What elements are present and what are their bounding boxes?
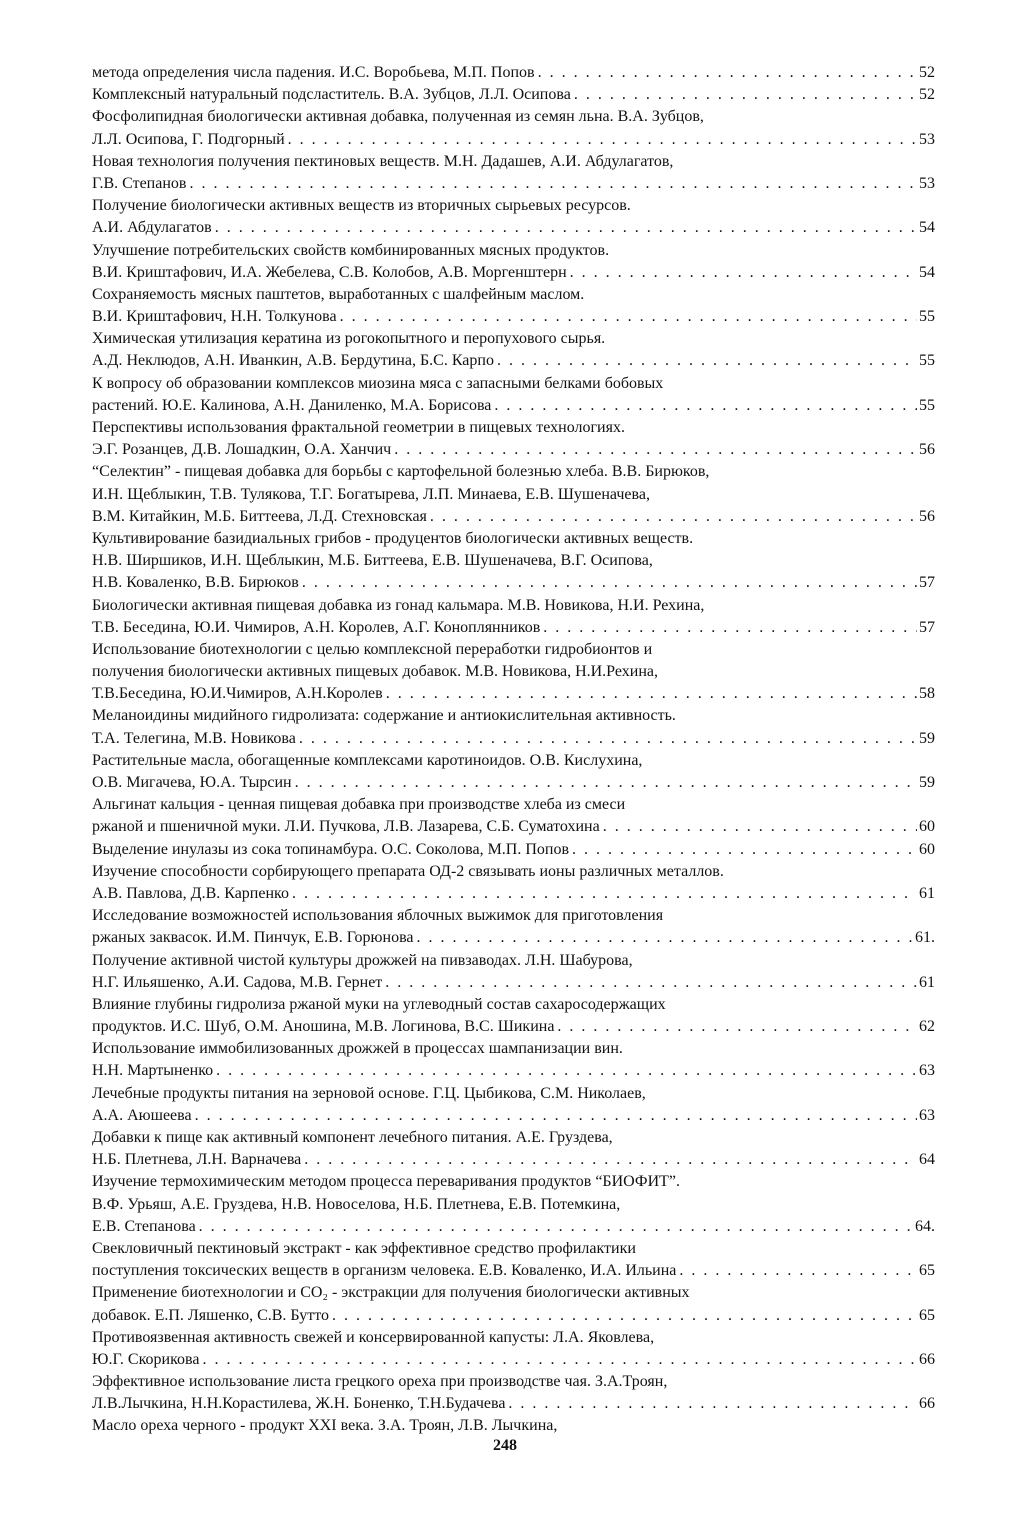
- toc-entry-text: Н.Б. Плетнева, Л.Н. Варначева: [92, 1151, 302, 1169]
- toc-entry-text: В.И. Криштафович, Н.Н. Толкунова: [92, 308, 337, 326]
- toc-entry-text: добавок. Е.П. Ляшенко, С.В. Бутто: [92, 1306, 329, 1324]
- toc-entry-last-line: [92, 617, 935, 639]
- toc-entry-last-line: [92, 816, 935, 838]
- toc-entry-line: Растительные масла, обогащенные комплексами каротиноидов. О.В. Кислухина,: [92, 751, 643, 769]
- toc-entry-last-line: [92, 972, 935, 994]
- dot-leader: [332, 1305, 917, 1327]
- toc-entry: [92, 1127, 935, 1171]
- toc-page-ref: 66: [919, 1350, 935, 1368]
- toc-page-ref: 61: [919, 973, 935, 991]
- toc-entry-line: Применение биотехнологии и CO₂ - экстракции для получения биологически активных: [92, 1284, 690, 1302]
- toc-entry-line: Улучшение потребительских свойств комбинированных мясных продуктов.: [92, 241, 610, 259]
- toc-page-ref: 63: [919, 1106, 935, 1124]
- toc-entry-line: Культивирование базидиальных грибов - продуцентов биологически активных веществ.: [92, 529, 694, 547]
- toc-entry: [92, 528, 935, 595]
- dot-leader: [572, 839, 917, 861]
- toc-entry-line: Использование биотехнологии с целью комплексной переработки гидробионтов и: [92, 640, 653, 658]
- toc-page-ref: 54: [919, 219, 935, 237]
- toc-entry-text: Выделение инулазы из сока топинамбура. О.С. Соколова, М.П. Попов: [92, 840, 570, 858]
- toc-entry: [92, 794, 935, 838]
- toc-entry-last-line: [92, 1216, 935, 1238]
- toc-page-ref: 65: [919, 1306, 935, 1324]
- toc-page-ref: 61.: [915, 929, 935, 947]
- toc-entry-line: Изучение термохимическим методом процесса переваривания продуктов “БИОФИТ”.: [92, 1173, 680, 1191]
- toc-page-ref: 56: [919, 507, 935, 525]
- toc-entry-last-line: [92, 217, 935, 239]
- toc-entry-text: Е.В. Степанова: [92, 1217, 196, 1235]
- toc-page-ref: 53: [919, 130, 935, 148]
- dot-leader: [386, 683, 917, 705]
- toc-entry-line: Н.В. Ширшиков, И.Н. Щеблыкин, М.Б. Биттеева, Е.В. Шушеначева, В.Г. Осипова,: [92, 552, 653, 570]
- toc-entry-line: Добавки к пище как активный компонент лечебного питания. А.Е. Груздева,: [92, 1129, 613, 1146]
- toc-entry: [92, 595, 935, 639]
- dot-leader: [304, 1149, 917, 1171]
- dot-leader: [215, 217, 917, 239]
- toc-entry-text: Комплексный натуральный подсластитель. В.А. Зубцов, Л.Л. Осипова: [92, 86, 571, 104]
- dot-leader: [292, 883, 917, 905]
- toc-entry-last-line: [92, 1305, 935, 1327]
- toc-entry-line: Альгинат кальция - ценная пищевая добавка при производстве хлеба из смеси: [92, 796, 626, 814]
- toc-entry-last-line: [92, 1260, 935, 1282]
- toc-entry-text: метода определения числа падения. И.С. Воробьева, М.П. Попов: [92, 64, 535, 81]
- toc-entry-text: Л.Л. Осипова, Г. Подгорный: [92, 130, 285, 148]
- toc-entry-line: Биологически активная пищевая добавка из гонад кальмара. М.В. Новикова, Н.И. Рехина,: [92, 596, 705, 614]
- toc-trailing-line: Масло ореха черного - продукт XXI века. З.А. Троян, Л.В. Лычкина,: [92, 1417, 558, 1435]
- toc-entry-last-line: [92, 572, 935, 594]
- toc-entry-last-line: [92, 1393, 935, 1415]
- toc-page-ref: 52: [919, 64, 935, 81]
- toc-entry-last-line: [92, 1016, 935, 1038]
- toc-entry-last-line: [92, 173, 935, 195]
- toc-entry: [92, 417, 935, 461]
- toc-entry-text: растений. Ю.Е. Калинова, А.Н. Даниленко, М.А. Борисова: [92, 396, 492, 414]
- toc-entry-text: Н.Г. Ильяшенко, А.И. Садова, М.В. Гернет: [92, 973, 383, 991]
- toc-entry-line: Получение биологически активных веществ из вторичных сырьевых ресурсов.: [92, 197, 631, 215]
- toc-page-ref: 58: [919, 685, 935, 703]
- toc-entry-line: Противоязвенная активность свежей и консервированной капусты: Л.А. Яковлева,: [92, 1328, 655, 1346]
- toc-entry: [92, 106, 935, 150]
- toc-entry-last-line: [92, 728, 935, 750]
- toc-entry-text: А.Д. Неклюдов, А.Н. Иванкин, А.В. Бердутина, Б.С. Карпо: [92, 352, 494, 370]
- toc-entry-text: поступления токсических веществ в организм человека. Е.В. Коваленко, И.А. Ильина: [92, 1262, 677, 1280]
- toc-entry-text: ржаных заквасок. И.М. Пинчук, Е.В. Горюнова: [92, 929, 414, 947]
- toc-entry-text: Г.В. Степанов: [92, 174, 187, 192]
- toc-entry: [92, 328, 935, 372]
- toc-entry-last-line: [92, 1149, 935, 1171]
- dot-leader: [394, 439, 917, 461]
- toc-entry-last-line: [92, 927, 935, 949]
- toc-page-ref: 57: [919, 574, 935, 592]
- toc-entry-last-line: [92, 1060, 935, 1082]
- dot-leader: [430, 506, 917, 528]
- toc-entry-last-line: [92, 506, 935, 528]
- dot-leader: [385, 972, 917, 994]
- toc-entry-text: Н.Н. Мартыненко: [92, 1062, 214, 1080]
- toc-entry-line: Получение активной чистой культуры дрожжей на пивзаводах. Л.Н. Шабурова,: [92, 951, 633, 969]
- toc-entry-last-line: [92, 1349, 935, 1371]
- toc-entry: [92, 861, 935, 905]
- toc-entry-line: Меланоидины мидийного гидролизата: содержание и антиокислительная активность.: [92, 707, 676, 725]
- toc-page-ref: 61: [919, 884, 935, 902]
- toc-entry-last-line: [92, 395, 935, 417]
- dot-leader: [679, 1260, 917, 1282]
- toc-page-ref: 59: [919, 729, 935, 747]
- toc-entry-last-line: [92, 1105, 935, 1127]
- toc-entry: [92, 151, 935, 195]
- toc-entry: [92, 195, 935, 239]
- toc-entry: [92, 1327, 935, 1371]
- toc-entry-line: Исследование возможностей использования яблочных выжимок для приготовления: [92, 907, 664, 925]
- toc-entry-last-line: [92, 683, 935, 705]
- dot-leader: [203, 1349, 918, 1371]
- toc-entry-line: К вопросу об образовании комплексов миозина мяса с запасными белками бобовых: [92, 374, 664, 392]
- toc-page-ref: 55: [919, 308, 935, 326]
- toc-entry-line: Влияние глубины гидролиза ржаной муки на углеводный состав сахаросодержащих: [92, 995, 666, 1013]
- toc-page-ref: 66: [919, 1395, 935, 1413]
- toc-page-ref: 60: [919, 818, 935, 836]
- toc-entry-last-line: [92, 84, 935, 106]
- toc-entry: [92, 284, 935, 328]
- toc-entry-last-line: [92, 129, 935, 151]
- toc-entry: [92, 1238, 935, 1282]
- dot-leader: [199, 1216, 913, 1238]
- toc-entry-line: Фосфолипидная биологически активная добавка, полученная из семян льна. В.А. Зубцов,: [92, 108, 704, 126]
- toc-entry: [92, 705, 935, 749]
- dot-leader: [340, 306, 917, 328]
- toc-entry-text: А.А. Аюшеева: [92, 1106, 192, 1124]
- dot-leader: [295, 772, 917, 794]
- toc-entry-line: Перспективы использования фрактальной геометрии в пищевых технологиях.: [92, 419, 625, 436]
- toc-entry-text: Т.А. Телегина, М.В. Новикова: [92, 729, 296, 747]
- toc-entry: [92, 994, 935, 1038]
- toc-entry-text: Т.В.Беседина, Ю.И.Чимиров, А.Н.Королев: [92, 685, 383, 703]
- toc-entry-text: Ю.Г. Скорикова: [92, 1350, 200, 1368]
- table-of-contents: [92, 62, 935, 1415]
- toc-page-ref: 62: [919, 1018, 935, 1036]
- toc-entry-line: И.Н. Щеблыкин, Т.В. Тулякова, Т.Г. Богатырева, Л.П. Минаева, Е.В. Шушеначева,: [92, 485, 650, 503]
- toc-page: [92, 62, 935, 1438]
- toc-entry-text: Н.В. Коваленко, В.В. Бирюков: [92, 574, 299, 592]
- dot-leader: [508, 1393, 917, 1415]
- toc-entry-text: В.М. Китайкин, М.Б. Биттеева, Л.Д. Стехновская: [92, 507, 427, 525]
- toc-page-ref: 63: [919, 1062, 935, 1080]
- toc-entry: [92, 373, 935, 417]
- toc-entry-line: Лечебные продукты питания на зерновой основе. Г.Ц. Цыбикова, С.М. Николаев,: [92, 1084, 646, 1102]
- toc-entry-last-line: [92, 839, 935, 861]
- toc-entry: [92, 639, 935, 706]
- toc-entry-line: Химическая утилизация кератина из рогокопытного и перопухового сырья.: [92, 330, 606, 348]
- toc-entry-line: Эффективное использование листа грецкого ореха при производстве чая. З.А.Троян,: [92, 1373, 668, 1391]
- toc-page-ref: 65: [919, 1262, 935, 1280]
- toc-page-ref: 55: [919, 352, 935, 370]
- toc-entry-line: Изучение способности сорбирующего препарата ОД-2 связывать ионы различных металлов.: [92, 862, 724, 880]
- dot-leader: [189, 173, 917, 195]
- toc-entry-last-line: [92, 262, 935, 284]
- toc-entry-text: А.В. Павлова, Д.В. Карпенко: [92, 884, 289, 902]
- dot-leader: [574, 84, 917, 106]
- toc-entry: [92, 1038, 935, 1082]
- toc-page-ref: 64: [919, 1151, 935, 1169]
- toc-page-ref: 59: [919, 774, 935, 791]
- toc-page-ref: 60: [919, 840, 935, 858]
- toc-entry-line: Сохраняемость мясных паштетов, выработанных с шалфейным маслом.: [92, 285, 585, 303]
- toc-entry-last-line: [92, 772, 935, 794]
- toc-entry-text: продуктов. И.С. Шуб, О.М. Аношина, М.В. Логинова, В.С. Шикина: [92, 1018, 555, 1036]
- dot-leader: [603, 816, 917, 838]
- toc-entry-last-line: [92, 883, 935, 905]
- toc-entry: [92, 1282, 935, 1326]
- toc-entry-line: “Селектин” - пищевая добавка для борьбы с картофельной болезнью хлеба. В.В. Бирюков,: [92, 463, 710, 481]
- toc-entry: [92, 1171, 935, 1238]
- toc-entry-text: О.В. Мигачева, Ю.А. Тырсин: [92, 774, 292, 791]
- toc-entry: [92, 240, 935, 284]
- toc-entry-line: Использование иммобилизованных дрожжей в процессах шампанизации вин.: [92, 1040, 623, 1058]
- toc-page-ref: 64.: [915, 1217, 935, 1235]
- toc-entry-text: В.И. Криштафович, И.А. Жебелева, С.В. Колобов, А.В. Моргенштерн: [92, 263, 567, 281]
- toc-entry-line: Новая технология получения пектиновых веществ. М.Н. Дадашев, А.И. Абдулагатов,: [92, 152, 674, 170]
- toc-entry-line: В.Ф. Урьяш, А.Е. Груздева, Н.В. Новоселова, Н.Б. Плетнева, Е.В. Потемкина,: [92, 1195, 621, 1213]
- toc-entry: [92, 750, 935, 794]
- toc-entry-text: ржаной и пшеничной муки. Л.И. Пучкова, Л.В. Лазарева, С.Б. Суматохина: [92, 818, 600, 836]
- dot-leader: [538, 62, 917, 84]
- toc-page-ref: 54: [919, 263, 935, 281]
- page-number: 248: [493, 1437, 517, 1454]
- toc-entry: [92, 905, 935, 949]
- toc-entry-text: Л.В.Лычкина, Н.Н.Корастилева, Ж.Н. Боненко, Т.Н.Будачева: [92, 1395, 506, 1413]
- toc-page-ref: 53: [919, 174, 935, 192]
- toc-entry: [92, 461, 935, 528]
- toc-entry: [92, 1083, 935, 1127]
- dot-leader: [195, 1105, 917, 1127]
- dot-leader: [216, 1060, 917, 1082]
- toc-entry-text: Э.Г. Розанцев, Д.В. Лошадкин, О.А. Ханчич: [92, 441, 392, 459]
- toc-entry: [92, 839, 935, 861]
- dot-leader: [299, 728, 917, 750]
- toc-entry-last-line: [92, 350, 935, 372]
- toc-entry-last-line: [92, 306, 935, 328]
- dot-leader: [417, 927, 913, 949]
- toc-entry-text: А.И. Абдулагатов: [92, 219, 212, 237]
- dot-leader: [557, 1016, 917, 1038]
- dot-leader: [494, 395, 917, 417]
- dot-leader: [288, 129, 917, 151]
- toc-page-ref: 55: [919, 396, 935, 414]
- toc-entry: [92, 950, 935, 994]
- dot-leader: [543, 617, 917, 639]
- toc-page-ref: 56: [919, 441, 935, 459]
- toc-entry-line: получения биологически активных пищевых добавок. М.В. Новикова, Н.И.Рехина,: [92, 663, 658, 681]
- toc-entry-last-line: [92, 439, 935, 461]
- toc-entry-last-line: [92, 62, 935, 84]
- toc-entry-line: Свекловичный пектиновый экстракт - как эффективное средство профилактики: [92, 1239, 636, 1257]
- toc-entry-text: Т.В. Беседина, Ю.И. Чимиров, А.Н. Королев, А.Г. Коноплянников: [92, 618, 541, 636]
- toc-entry: [92, 84, 935, 106]
- toc-page-ref: 57: [919, 618, 935, 636]
- dot-leader: [302, 572, 917, 594]
- toc-entry: [92, 1371, 935, 1415]
- dot-leader: [497, 350, 917, 372]
- toc-entry: [92, 62, 935, 84]
- toc-page-ref: 52: [919, 86, 935, 104]
- dot-leader: [570, 262, 917, 284]
